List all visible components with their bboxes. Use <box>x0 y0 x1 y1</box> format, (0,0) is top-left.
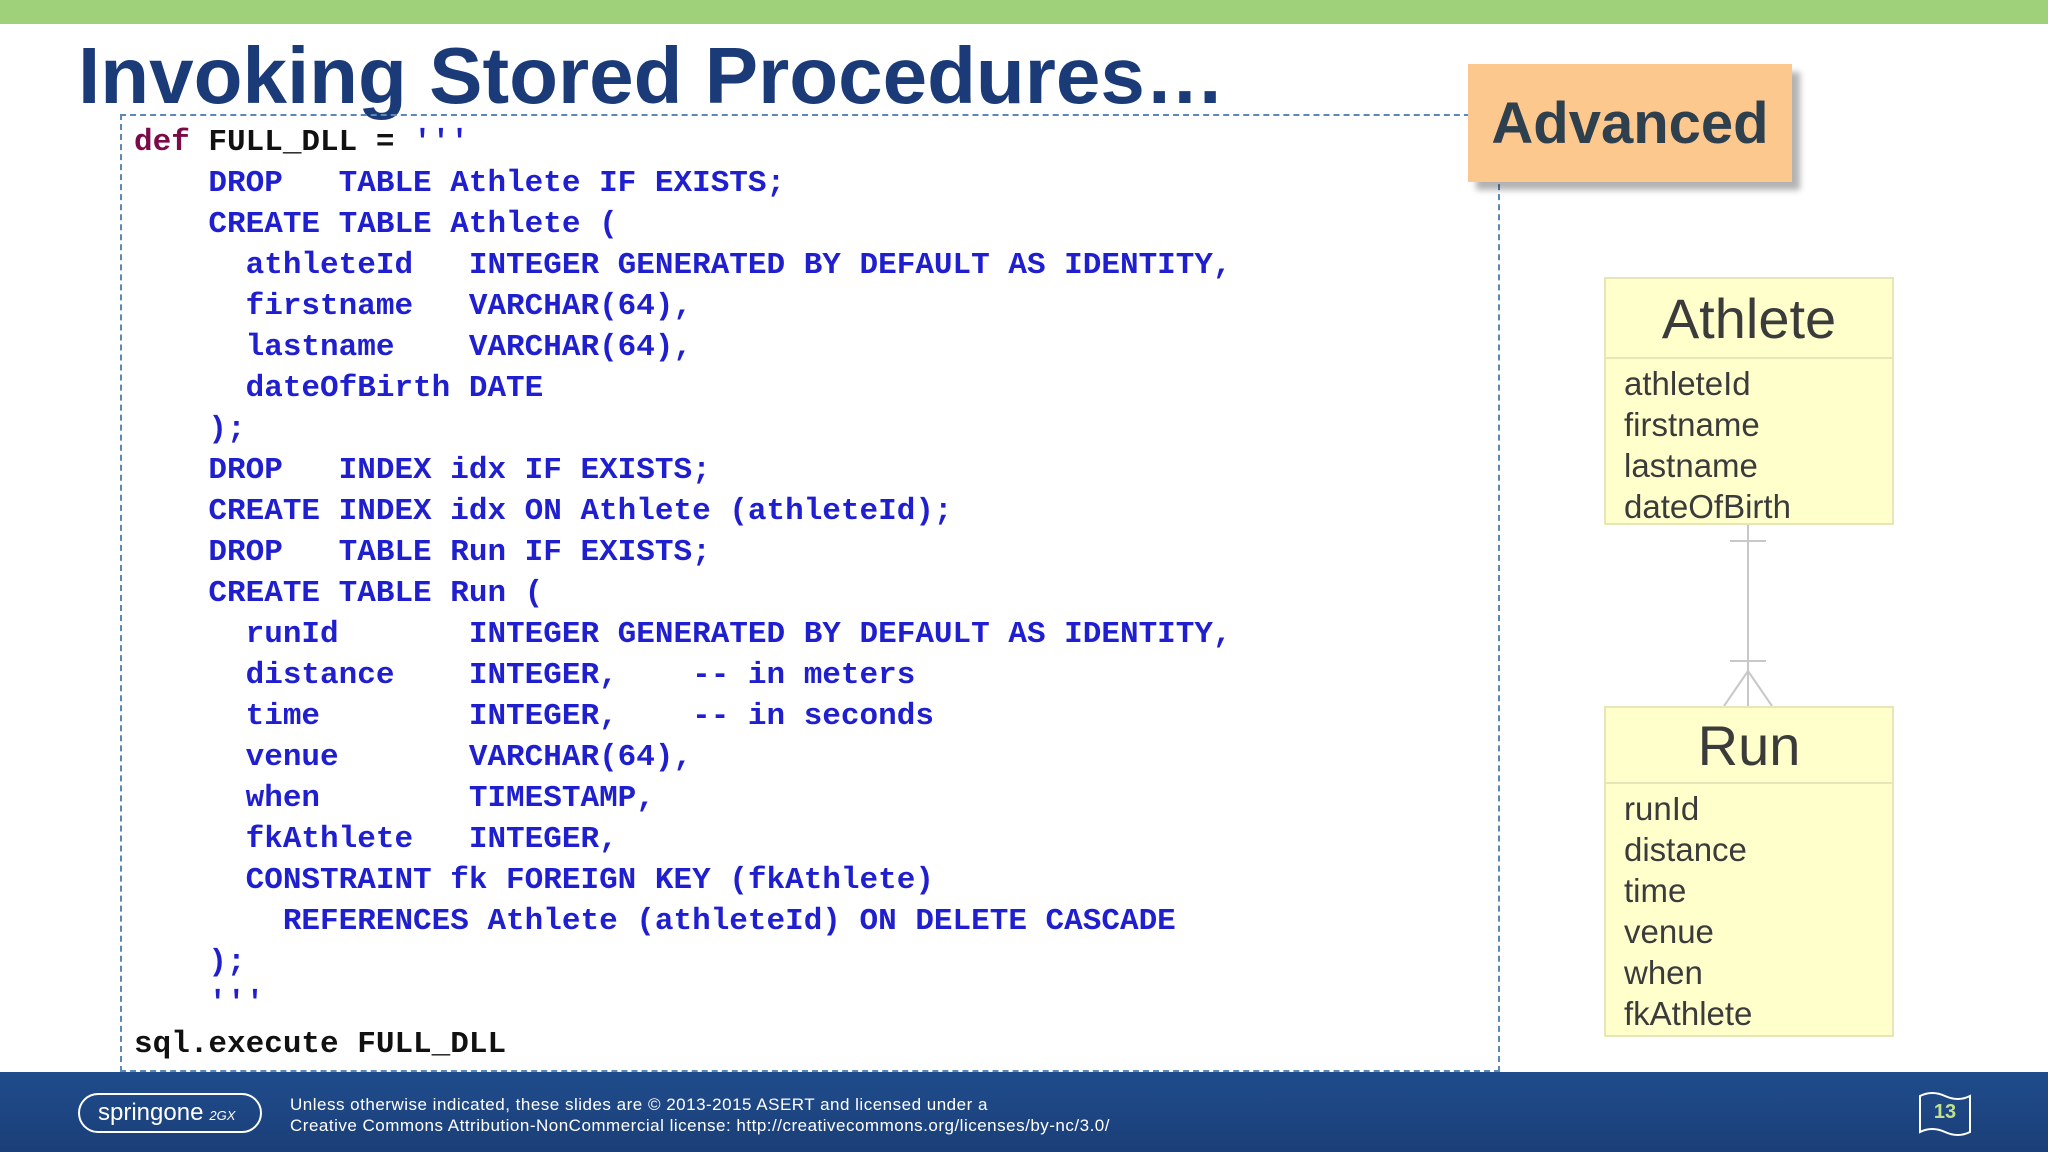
advanced-badge: Advanced <box>1468 64 1792 182</box>
run-field: venue <box>1624 913 1714 950</box>
sql-ddl-text: DROP TABLE Athlete IF EXISTS; CREATE TABLE Athlete ( athleteId INTEGER GENERATED BY DEFAULT AS IDENTITY, firstname VARCHAR(64), lastname VARCHAR(64), dateOfBirth DATE ); DROP INDEX idx IF EXISTS; CREATE INDEX idx ON Athlete (athleteId); DROP TABLE Run IF EXISTS; CREATE TABLE Run ( runId INTEGER GENERATED BY DEFAULT AS IDENTITY, distance INTEGER, -- in meters time INTEGER, -- in seconds venue VARCHAR(64), when TIMESTAMP, fkAthlete INTEGER, CONSTRAINT fk FOREIGN KEY (fkAthlete) REFERENCES Athlete (athleteId) ON DELETE CASCADE ); ''' <box>208 166 1232 1021</box>
run-field: time <box>1624 872 1687 909</box>
springone-logo <box>78 1093 262 1133</box>
run-entity-name: Run <box>1606 708 1892 784</box>
slide-title: Invoking Stored Procedures… <box>78 31 1225 120</box>
license-notice <box>290 1094 1110 1136</box>
def-keyword: def <box>134 125 190 160</box>
athlete-field: lastname <box>1624 447 1758 484</box>
top-accent-bar <box>0 0 2048 24</box>
athlete-field: firstname <box>1624 406 1760 443</box>
athlete-entity <box>1604 277 1894 525</box>
license-line: Unless otherwise indicated, these slides are © 2013-2015 ASERT and licensed under a <box>290 1095 988 1114</box>
license-line: Creative Commons Attribution-NonCommercial license: http://creativecommons.org/licenses/by-nc/3.0/ <box>290 1116 1110 1135</box>
page-number-badge <box>1918 1088 1972 1140</box>
run-field: when <box>1624 954 1703 991</box>
athlete-field-list <box>1606 359 1892 531</box>
def-declaration: FULL_DLL = <box>189 125 414 160</box>
execute-line: sql.execute FULL_DLL <box>134 1027 507 1062</box>
run-entity <box>1604 706 1894 1037</box>
run-field-list <box>1606 784 1892 1038</box>
logo-subtext: 2GX <box>209 1108 236 1123</box>
one-to-many-relationship-connector <box>1700 525 1800 707</box>
open-quotes: ''' <box>413 125 469 160</box>
logo-text: springone <box>98 1099 204 1126</box>
code-block <box>134 122 1232 1065</box>
run-field: runId <box>1624 790 1700 827</box>
athlete-entity-name: Athlete <box>1606 279 1892 359</box>
athlete-field: dateOfBirth <box>1624 488 1791 525</box>
athlete-field: athleteId <box>1624 365 1751 402</box>
page-number: 13 <box>1933 1101 1957 1123</box>
run-field: fkAthlete <box>1624 995 1753 1032</box>
run-field: distance <box>1624 831 1747 868</box>
